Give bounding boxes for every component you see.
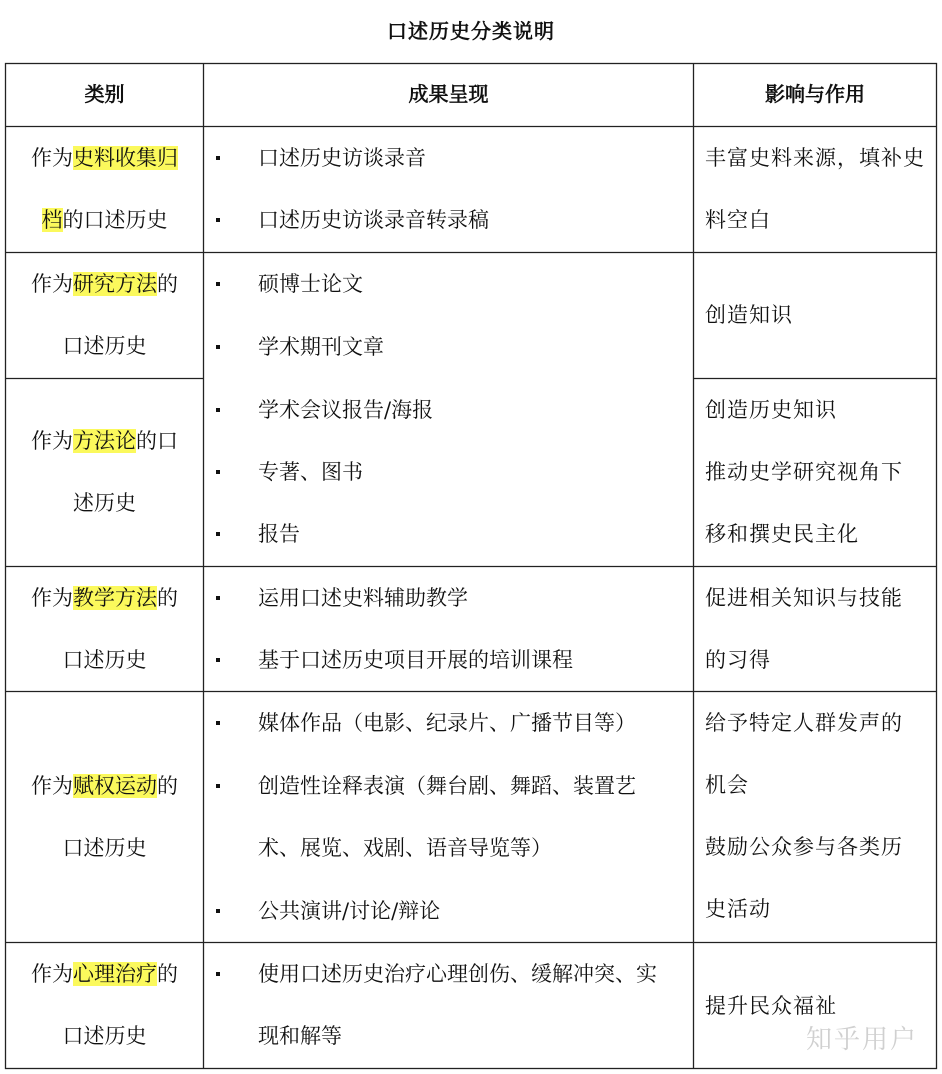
category-cell <box>6 410 203 534</box>
impact-line: 移和撰史民主化 <box>705 522 859 546</box>
header-outcome: 成果呈现 <box>408 82 489 106</box>
category-line: 述历史 <box>73 491 136 515</box>
category-suffix: 的 <box>157 272 178 296</box>
watermark: 知乎用户 <box>805 1025 918 1055</box>
outcome-text: 硕博士论文 <box>258 272 363 296</box>
category-line <box>6 943 203 1005</box>
category-prefix: 作为 <box>31 962 73 986</box>
outcome-text: 现和解等 <box>258 1024 342 1048</box>
impact-line: 提升民众福祉 <box>705 994 837 1018</box>
outcome-text: 使用口述历史治疗心理创伤、缓解冲突、实 <box>258 962 657 986</box>
outcome-text: 口述历史访谈录音转录稿 <box>258 208 489 232</box>
impact-line: 鼓励公众参与各类历 <box>705 835 903 859</box>
impact-line: 创造历史知识 <box>705 398 837 422</box>
outcome-text: 公共演讲/讨论/辩论 <box>258 899 441 923</box>
category-line <box>6 567 203 629</box>
outcome-text: 运用口述史料辅助教学 <box>258 586 468 610</box>
category-suffix: 的口 <box>136 429 178 453</box>
outcome-text: 口述历史访谈录音 <box>258 146 426 170</box>
table-title: 口述历史分类说明 <box>387 19 555 43</box>
category-line <box>6 127 203 189</box>
category-highlight: 史料收集归 <box>73 146 178 170</box>
impact-cell <box>705 692 937 940</box>
header-category: 类别 <box>84 82 125 106</box>
impact-line: 机会 <box>705 773 749 797</box>
impact-line: 的习得 <box>705 648 771 672</box>
category-highlight: 赋权运动 <box>73 774 157 798</box>
category-cell <box>6 127 203 251</box>
category-line: 口述历史 <box>62 836 147 860</box>
category-highlight: 档 <box>41 208 63 232</box>
outcome-text: 学术期刊文章 <box>258 335 384 359</box>
impact-line: 史活动 <box>705 897 771 921</box>
impact-cell <box>705 284 937 346</box>
impact-line: 推动史学研究视角下 <box>705 460 903 484</box>
impact-line: 促进相关知识与技能 <box>705 586 903 610</box>
category-line <box>6 755 203 817</box>
category-suffix: 的 <box>157 774 178 798</box>
category-prefix: 作为 <box>31 774 73 798</box>
category-cell <box>6 755 203 879</box>
impact-cell <box>705 379 937 565</box>
category-line: 口述历史 <box>62 648 147 672</box>
category-highlight: 教学方法 <box>73 586 157 610</box>
outcome-text: 基于口述历史项目开展的培训课程 <box>258 648 573 672</box>
impact-line: 给予特定人群发声的 <box>705 711 903 735</box>
category-cell <box>6 943 203 1067</box>
category-suffix: 的口述历史 <box>62 208 168 232</box>
outcome-text: 学术会议报告/海报 <box>258 398 434 422</box>
outcome-text: 报告 <box>258 522 300 546</box>
impact-line: 料空白 <box>705 208 771 232</box>
impact-line: 创造知识 <box>705 303 793 327</box>
outcome-text: 术、展览、戏剧、语音导览等） <box>258 836 552 860</box>
category-line: 口述历史 <box>62 1024 147 1048</box>
header-impact: 影响与作用 <box>765 82 865 106</box>
category-highlight: 研究方法 <box>73 272 157 296</box>
category-line <box>6 410 203 472</box>
category-highlight: 方法论 <box>73 429 136 453</box>
category-prefix: 作为 <box>31 429 73 453</box>
impact-cell <box>705 127 937 251</box>
category-prefix: 作为 <box>31 272 73 296</box>
category-cell <box>6 253 203 377</box>
outcome-text: 创造性诠释表演（舞台剧、舞蹈、装置艺 <box>258 774 636 798</box>
outcome-text: 媒体作品（电影、纪录片、广播节目等） <box>258 711 636 735</box>
category-cell <box>6 567 203 691</box>
category-suffix: 的 <box>157 586 178 610</box>
category-prefix: 作为 <box>31 146 73 170</box>
outcome-text: 专著、图书 <box>258 460 363 484</box>
impact-cell <box>705 567 937 691</box>
category-line: 口述历史 <box>62 334 147 358</box>
category-highlight: 心理治疗 <box>73 962 157 986</box>
category-line <box>6 189 203 251</box>
impact-line: 丰富史料来源，填补史 <box>705 146 925 170</box>
category-suffix: 的 <box>157 962 178 986</box>
category-line <box>6 253 203 315</box>
category-prefix: 作为 <box>31 586 73 610</box>
